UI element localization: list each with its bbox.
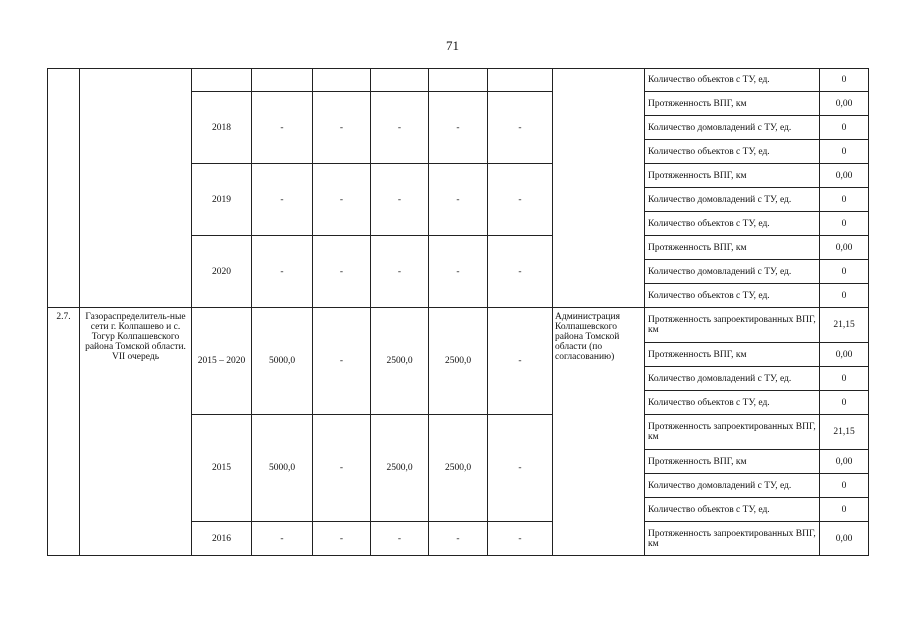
indicator-name: Протяженность ВПГ, км (645, 164, 820, 188)
value-cell: - (429, 92, 488, 164)
indicator-value: 0 (820, 116, 869, 140)
value-cell: 2500,0 (429, 308, 488, 415)
value-cell: - (252, 236, 313, 308)
value-cell: - (488, 164, 553, 236)
year-cell: 2020 (192, 236, 252, 308)
indicator-value: 0,00 (820, 92, 869, 116)
year-cell (192, 69, 252, 92)
value-cell: - (488, 92, 553, 164)
value-cell: - (488, 522, 553, 556)
indicator-name: Количество объектов с ТУ, ед. (645, 140, 820, 164)
value-cell: - (488, 236, 553, 308)
indicator-name: Протяженность ВПГ, км (645, 343, 820, 367)
indicator-value: 21,15 (820, 415, 869, 450)
value-cell: - (313, 92, 371, 164)
indicator-name: Количество объектов с ТУ, ед. (645, 498, 820, 522)
value-cell: - (252, 164, 313, 236)
indicator-value: 0 (820, 474, 869, 498)
value-cell (371, 69, 429, 92)
item-number: 2.7. (48, 308, 80, 556)
value-cell: - (371, 164, 429, 236)
indicator-value: 0,00 (820, 164, 869, 188)
year-cell: 2016 (192, 522, 252, 556)
indicator-value: 0,00 (820, 450, 869, 474)
indicator-value: 0 (820, 140, 869, 164)
value-cell: - (313, 522, 371, 556)
indicator-value: 0,00 (820, 343, 869, 367)
indicator-value: 0 (820, 260, 869, 284)
year-cell: 2019 (192, 164, 252, 236)
year-cell: 2015 (192, 415, 252, 522)
value-cell: - (313, 164, 371, 236)
indicator-name: Протяженность запроектированных ВПГ, км (645, 308, 820, 343)
value-cell: - (371, 236, 429, 308)
indicator-name: Количество домовладений с ТУ, ед. (645, 260, 820, 284)
indicator-value: 0 (820, 188, 869, 212)
indicator-name: Количество объектов с ТУ, ед. (645, 391, 820, 415)
indicator-name: Количество объектов с ТУ, ед. (645, 212, 820, 236)
value-cell: 5000,0 (252, 415, 313, 522)
value-cell: 2500,0 (371, 308, 429, 415)
value-cell: - (429, 236, 488, 308)
indicator-name: Количество домовладений с ТУ, ед. (645, 367, 820, 391)
executor-cell (553, 69, 645, 308)
value-cell: - (313, 415, 371, 522)
value-cell (252, 69, 313, 92)
value-cell: 5000,0 (252, 308, 313, 415)
indicator-name: Количество объектов с ТУ, ед. (645, 69, 820, 92)
indicator-name: Протяженность запроектированных ВПГ, км (645, 415, 820, 450)
table-row (48, 69, 869, 92)
indicator-value: 0 (820, 498, 869, 522)
value-cell: - (371, 522, 429, 556)
indicator-value: 0 (820, 367, 869, 391)
value-cell: - (371, 92, 429, 164)
value-cell: - (488, 308, 553, 415)
indicator-name: Количество объектов с ТУ, ед. (645, 284, 820, 308)
year-cell: 2018 (192, 92, 252, 164)
indicator-value: 0 (820, 391, 869, 415)
indicator-value: 0 (820, 212, 869, 236)
indicator-name: Протяженность запроектированных ВПГ, км (645, 522, 820, 556)
value-cell: - (252, 522, 313, 556)
value-cell (429, 69, 488, 92)
value-cell: - (313, 308, 371, 415)
value-cell: 2500,0 (371, 415, 429, 522)
value-cell: - (252, 92, 313, 164)
value-cell: - (429, 522, 488, 556)
indicator-name: Количество домовладений с ТУ, ед. (645, 474, 820, 498)
value-cell: - (313, 236, 371, 308)
item-number-cell (48, 69, 80, 308)
item-name-cell (80, 69, 192, 308)
value-cell: - (429, 164, 488, 236)
page-number: 71 (446, 38, 459, 53)
table-row (48, 308, 869, 343)
executor: Администрация Колпашевского района Томской области (по согласованию) (553, 308, 645, 556)
indicator-name: Протяженность ВПГ, км (645, 236, 820, 260)
value-cell: - (488, 415, 553, 522)
indicator-value: 0 (820, 284, 869, 308)
indicator-name: Количество домовладений с ТУ, ед. (645, 188, 820, 212)
value-cell (313, 69, 371, 92)
year-cell: 2015 – 2020 (192, 308, 252, 415)
program-table (47, 68, 869, 556)
indicator-value: 0,00 (820, 522, 869, 556)
value-cell (488, 69, 553, 92)
indicator-value: 21,15 (820, 308, 869, 343)
item-name: Газораспределитель-ные сети г. Колпашево и с. Тогур Колпашевского района Томской области. VII очередь (80, 308, 192, 556)
indicator-name: Протяженность ВПГ, км (645, 92, 820, 116)
indicator-value: 0 (820, 69, 869, 92)
value-cell: 2500,0 (429, 415, 488, 522)
indicator-value: 0,00 (820, 236, 869, 260)
indicator-name: Протяженность ВПГ, км (645, 450, 820, 474)
indicator-name: Количество домовладений с ТУ, ед. (645, 116, 820, 140)
